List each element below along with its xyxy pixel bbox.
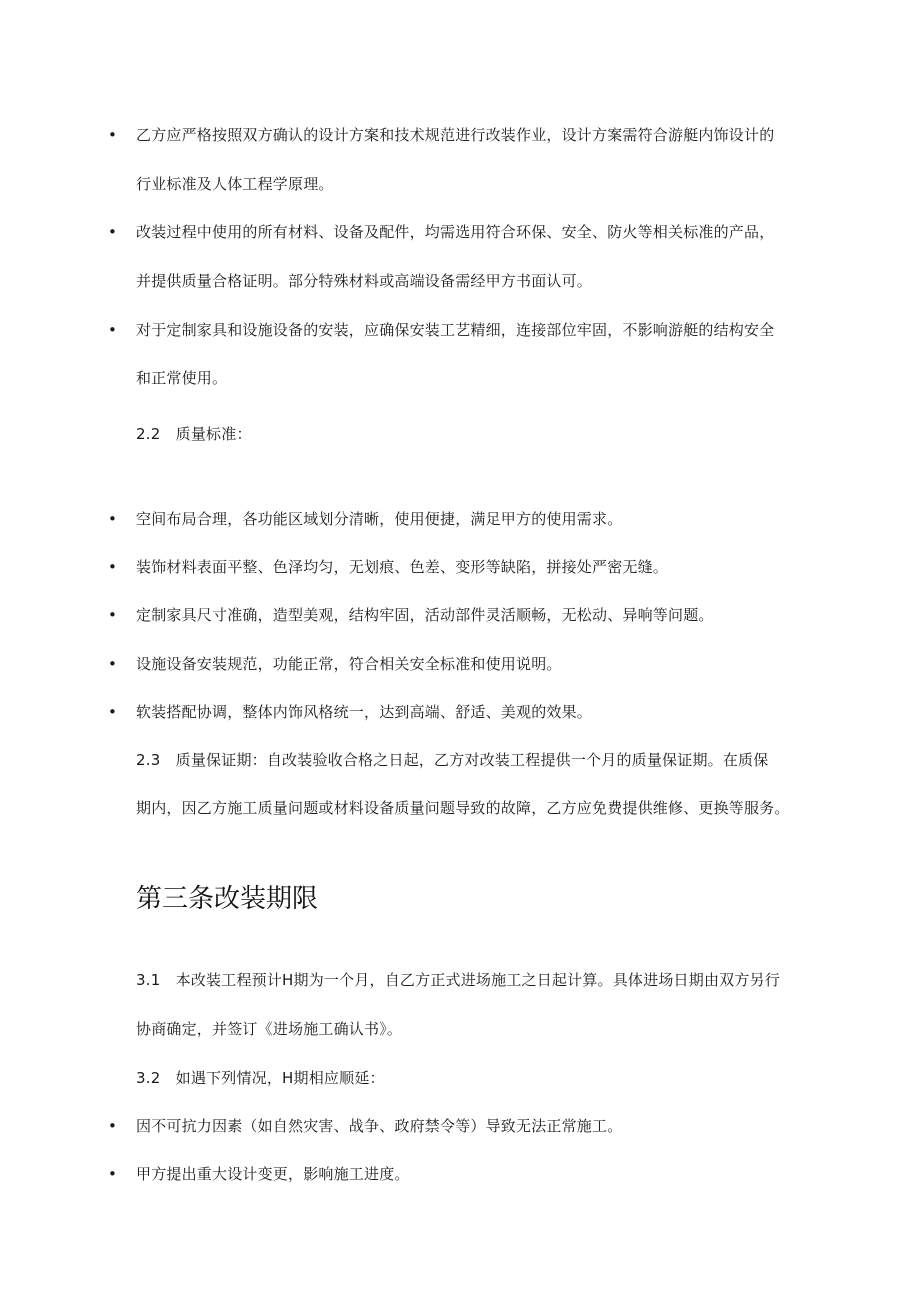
bullet-marker: • <box>108 126 117 144</box>
section-label-2-2: 2.2 质量标准： <box>136 425 252 443</box>
list-item: 甲方提出重大设计变更，影响施工进度。 <box>136 1165 410 1183</box>
section-2-3-line: 2.3 质量保证期：自改装验收合格之日起，乙方对改装工程提供一个月的质量保证期。在质保 <box>136 751 769 769</box>
section-3-1-line: 3.1 本改装工程预计H期为一个月，自乙方正式进场施工之日起计算。具体进场日期由双方另行 <box>136 971 780 989</box>
bullet-marker: • <box>108 223 117 241</box>
paragraph-line: 并提供质量合格证明。部分特殊材料或高端设备需经甲方书面认可。 <box>136 272 593 290</box>
bullet-marker: • <box>108 655 117 673</box>
paragraph-line: 对于定制家具和设施设备的安装，应确保安装工艺精细，连接部位牢固，不影响游艇的结构安全 <box>136 321 775 339</box>
section-2-3-line: 期内，因乙方施工质量问题或材料设备质量问题导致的故障，乙方应免费提供维修、更换等服务。 <box>136 799 790 817</box>
section-3-1-line: 协商确定，并签订《进场施工确认书》。 <box>136 1020 403 1038</box>
list-item: 因不可抗力因素（如自然灾害、战争、政府禁令等）导致无法正常施工。 <box>136 1117 623 1135</box>
list-item: 软装搭配协调，整体内饰风格统一，达到高端、舒适、美观的效果。 <box>136 703 593 721</box>
bullet-marker: • <box>108 510 117 528</box>
section-label-3-2: 3.2 如遇下列情况，H期相应顺延： <box>136 1069 385 1087</box>
list-item: 空间布局合理，各功能区域划分清晰，使用便捷，满足甲方的使用需求。 <box>136 510 623 528</box>
list-item: 装饰材料表面平整、色泽均匀，无划痕、色差、变形等缺陷，拼接处严密无缝。 <box>136 558 669 576</box>
article-heading: 第三条改装期限 <box>136 884 319 914</box>
bullet-marker: • <box>108 321 117 339</box>
list-item: 定制家具尺寸准确，造型美观，结构牢固，活动部件灵活顺畅，无松动、异响等问题。 <box>136 606 714 624</box>
list-item: 设施设备安装规范，功能正常，符合相关安全标准和使用说明。 <box>136 655 562 673</box>
paragraph-line: 乙方应严格按照双方确认的设计方案和技术规范进行改装作业，设计方案需符合游艇内饰设计的 <box>136 126 775 144</box>
bullet-marker: • <box>108 558 117 576</box>
bullet-marker: • <box>108 703 117 721</box>
bullet-marker: • <box>108 1117 117 1135</box>
paragraph-line: 改装过程中使用的所有材料、设备及配件，均需选用符合环保、安全、防火等相关标准的产品， <box>136 223 775 241</box>
paragraph-line: 和正常使用。 <box>136 369 228 387</box>
paragraph-line: 行业标准及人体工程学原理。 <box>136 175 334 193</box>
bullet-marker: • <box>108 1165 117 1183</box>
bullet-marker: • <box>108 606 117 624</box>
